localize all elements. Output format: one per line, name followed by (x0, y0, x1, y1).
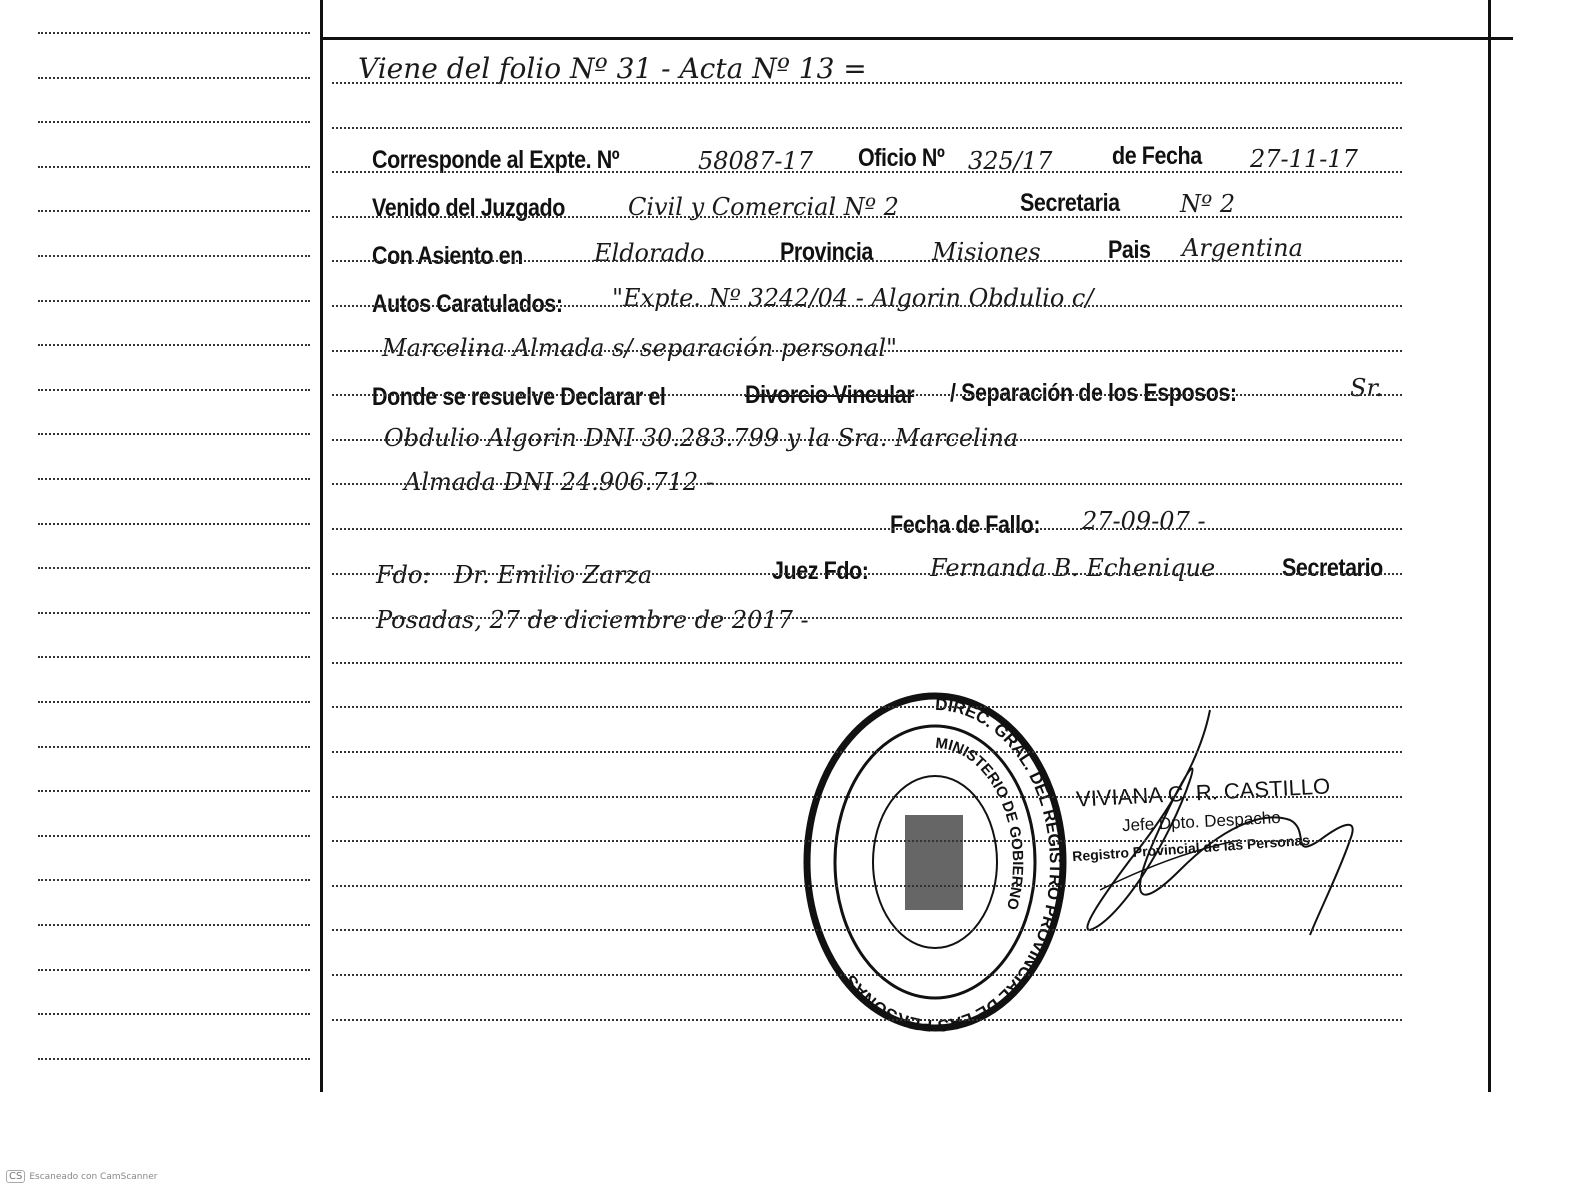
juez-name: Dr. Emilio Zarza (454, 561, 653, 589)
juez-fdo-label: Juez Fdo: (772, 557, 869, 585)
margin-rule-line (38, 166, 310, 168)
scanner-footer-text: Escaneado con CamScanner (29, 1172, 158, 1182)
ruled-line (332, 528, 1402, 530)
juzgado-label: Venido del Juzgado (372, 194, 565, 222)
asiento-label: Con Asiento en (372, 242, 523, 270)
expte-label: Corresponde al Expte. Nº (372, 146, 620, 174)
signer-org: Registro Provincial de las Personas (1071, 831, 1311, 865)
provincia-value: Misiones (932, 238, 1041, 266)
margin-rule-line (38, 389, 310, 391)
secretario-label: Secretario (1282, 554, 1383, 582)
ruled-line (332, 706, 1402, 708)
stamp-outer-text: DIREC. GRAL. DEL REGISTRO PROVINCIAL DE LAS PERSONAS (840, 694, 1066, 1035)
margin-rule-line (38, 879, 310, 881)
secretaria-label: Secretaria (1020, 189, 1120, 217)
ruled-line (332, 929, 1402, 931)
margin-rule-line (38, 32, 310, 34)
margin-rule-line (38, 969, 310, 971)
fallo-value: 27-09-07 - (1082, 507, 1206, 535)
ruled-line (332, 974, 1402, 976)
margin-rule-line (38, 790, 310, 792)
camscanner-icon: CS (6, 1170, 25, 1183)
autos-value-cont: Marcelina Almada s/ separación personal" (382, 334, 898, 362)
ruled-line (332, 1019, 1402, 1021)
margin-rule-line (38, 77, 310, 79)
ruled-line (332, 305, 1402, 307)
margin-rule-line (38, 478, 310, 480)
asiento-value: Eldorado (594, 239, 705, 267)
pais-value: Argentina (1182, 234, 1303, 262)
signer-name: VIVIANA C. R. CASTILLO (1075, 773, 1331, 812)
ruled-line (332, 350, 1402, 352)
ruled-line (332, 171, 1402, 173)
expte-value: 58087-17 (698, 147, 813, 175)
resolucion-value: Sr. (1350, 374, 1383, 402)
oficio-value: 325/17 (968, 147, 1053, 175)
header-note: Viene del folio Nº 31 - Acta Nº 13 = (358, 52, 867, 85)
margin-rule-line (38, 300, 310, 302)
stamp-seal-icon (800, 690, 1070, 1035)
ruled-line (332, 394, 1402, 396)
autos-value: "Expte. Nº 3242/04 - Algorin Obdulio c/ (612, 284, 1094, 312)
margin-rule-line (38, 1058, 310, 1060)
ruled-line (332, 216, 1402, 218)
margin-rule-line (38, 656, 310, 658)
lugar-fecha: Posadas, 27 de diciembre de 2017 - (376, 606, 809, 634)
official-stamp (800, 690, 1070, 1035)
margin-rule-line (38, 121, 310, 123)
ruled-line (332, 483, 1402, 485)
margin-rule-line (38, 746, 310, 748)
resuelve-label: Donde se resuelve Declarar el (372, 383, 666, 411)
esposos-line-2: Almada DNI 24.906.712 - (404, 468, 714, 496)
pais-label: Pais (1108, 236, 1151, 264)
fecha-value: 27-11-17 (1250, 145, 1358, 173)
ruled-line (332, 796, 1402, 798)
juzgado-value: Civil y Comercial Nº 2 (628, 193, 899, 221)
fecha-label: de Fecha (1112, 142, 1202, 170)
margin-rule-line (38, 835, 310, 837)
ruled-line (332, 751, 1402, 753)
margin-rule-line (38, 924, 310, 926)
margin-rule-line (38, 1013, 310, 1015)
provincia-label: Provincia (780, 238, 873, 266)
scanner-footer (6, 1170, 157, 1183)
ruled-line (332, 840, 1402, 842)
secretario-name: Fernanda B. Echenique (930, 554, 1216, 582)
stamp-inner-text: MINISTERIO DE GOBIERNO (934, 734, 1027, 912)
oficio-label: Oficio Nº (858, 144, 945, 172)
secretaria-value: Nº 2 (1180, 190, 1236, 218)
right-border-line (1488, 0, 1491, 1092)
fallo-label: Fecha de Fallo: (890, 511, 1041, 539)
ruled-line (332, 617, 1402, 619)
ruled-line (332, 573, 1402, 575)
ruled-line (332, 439, 1402, 441)
signer-title: Jefe Dpto. Despacho (1121, 807, 1282, 836)
ruled-line (332, 127, 1402, 129)
ruled-line (332, 662, 1402, 664)
margin-rule-line (38, 612, 310, 614)
margin-rule-line (38, 523, 310, 525)
ruled-line (332, 885, 1402, 887)
margin-rule-line (38, 344, 310, 346)
separacion-label: / Separación de los Esposos: (950, 379, 1237, 407)
margin-rule-line (38, 210, 310, 212)
margin-rule-line (38, 567, 310, 569)
margin-rule-line (38, 433, 310, 435)
top-border-line (323, 37, 1513, 40)
ruled-line (332, 260, 1402, 262)
esposos-line-1: Obdulio Algorin DNI 30.283.799 y la Sra. Marcelina (384, 424, 1019, 452)
fdo-label: Fdo: (376, 561, 431, 589)
margin-rule-line (38, 701, 310, 703)
autos-label: Autos Caratulados: (372, 290, 563, 318)
left-border-line (320, 0, 323, 1092)
divorcio-vincular-struck: Divorcio Vincular (745, 381, 915, 409)
margin-rule-line (38, 255, 310, 257)
ruled-line (332, 82, 1402, 84)
